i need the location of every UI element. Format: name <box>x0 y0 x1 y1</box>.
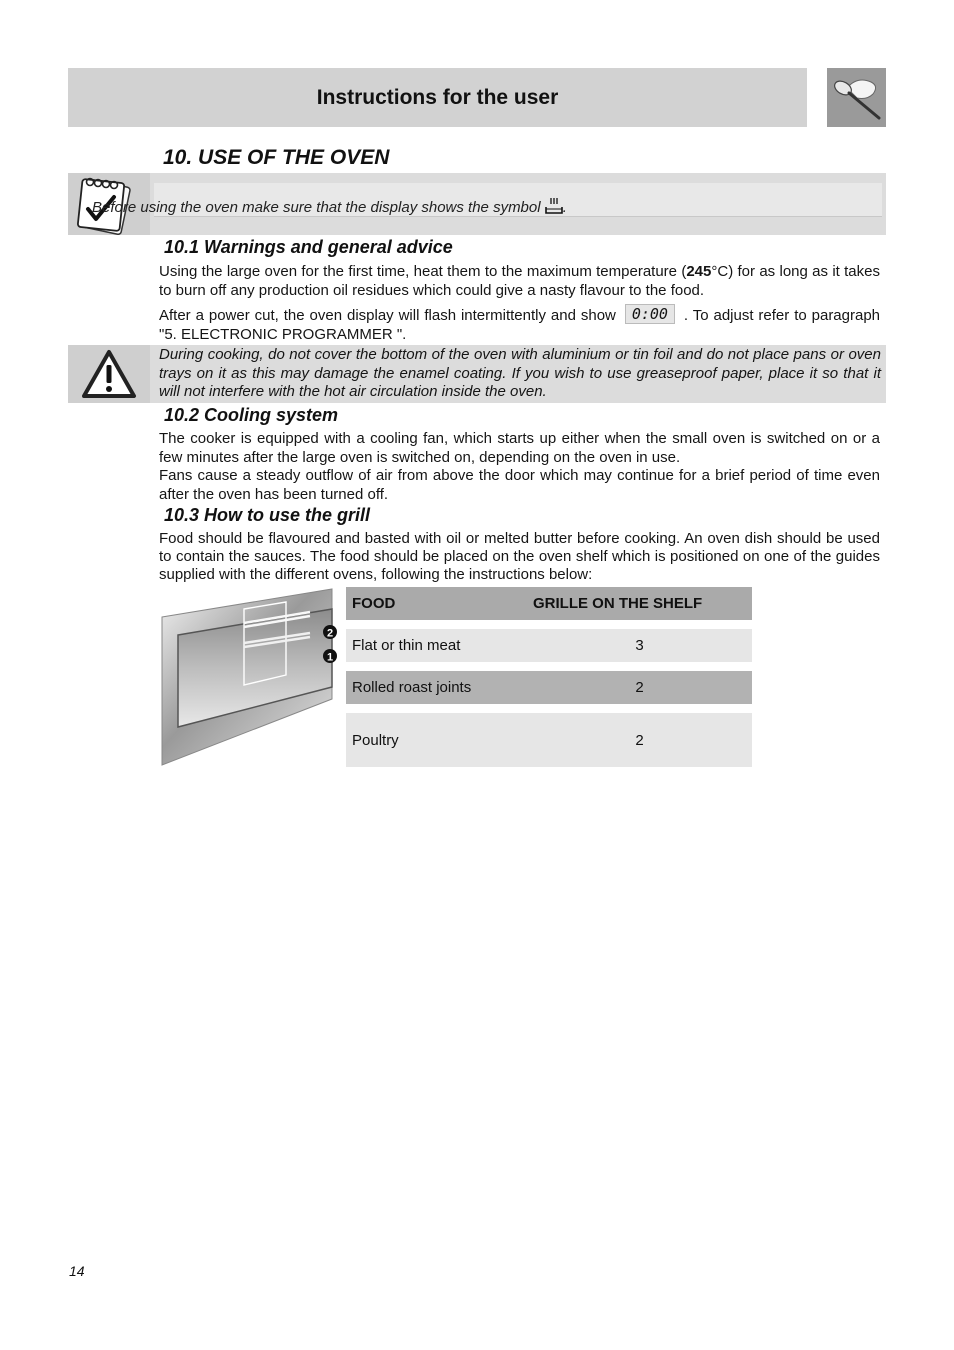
table-cell-shelf: 3 <box>527 629 752 662</box>
table-header-grille: GRILLE ON THE SHELF <box>527 587 752 620</box>
shelf-1-label: 1 <box>326 651 334 664</box>
spoon-chef-hat-icon <box>827 68 886 127</box>
paragraph-grill-instructions: Food should be flavoured and basted with oil or melted butter before cooking. An oven dish should be used to contain the sauces. The food should be placed on the oven shelf which is positioned on one of the guides supplied with the different ovens, following the instructions below: <box>159 530 880 583</box>
paragraph-fans-outflow: Fans cause a steady outflow of air from above the door which may continue for a brief period of time even after the oven has been turned off. <box>159 467 880 503</box>
display-readout: 0:00 <box>625 304 675 324</box>
paragraph-first-use-a: Using the large oven for the first time, heat them to the maximum temperature ( <box>159 263 687 280</box>
table-header-row <box>346 587 752 620</box>
table-header-food: FOOD <box>346 587 530 620</box>
shelf-2-label: 2 <box>326 627 334 640</box>
max-temperature: 245 <box>686 263 712 280</box>
section-title: 10. USE OF THE OVEN <box>163 146 390 169</box>
paragraph-power-cut-a: After a power cut, the oven display will flash intermittently and show <box>159 307 616 324</box>
header-bar <box>68 68 807 127</box>
subsection-title-10-3: 10.3 How to use the grill <box>164 505 371 525</box>
page-number: 14 <box>69 1263 85 1279</box>
oven-shelf-diagram <box>160 587 340 767</box>
table-cell-food: Flat or thin meat <box>346 629 530 662</box>
table-row <box>346 671 752 704</box>
warning-triangle-icon <box>68 345 150 403</box>
warning-text: During cooking, do not cover the bottom of the oven with aluminium or tin foil and do not place pans or oven trays on it as this may damage the enamel coating. If you wish to use greaseproof paper, place it so that it will not interfere with the hot air circulation inside the oven. <box>159 346 881 400</box>
paragraph-power-cut <box>159 304 880 344</box>
table-cell-food: Rolled roast joints <box>346 671 530 704</box>
table-cell-food: Poultry <box>346 713 530 767</box>
subsection-title-10-1: 10.1 Warnings and general advice <box>164 237 453 257</box>
note-text-body: Before using the oven make sure that the display shows the symbol <box>92 199 541 216</box>
table-row <box>346 629 752 662</box>
note-text <box>92 197 567 219</box>
table-row <box>346 713 752 767</box>
subsection-title-10-2: 10.2 Cooling system <box>164 405 339 425</box>
table-cell-shelf: 2 <box>527 713 752 767</box>
table-cell-shelf: 2 <box>527 671 752 704</box>
paragraph-power-cut-b: . To adjust refer to paragraph "5. ELECTRONIC PROGRAMMER ". <box>159 307 881 343</box>
paragraph-cooling-fan: The cooker is equipped with a cooling fan, which starts up either when the small oven is switched on or a few minutes after the large oven is switched on, depending on the oven in use. <box>159 430 880 466</box>
paragraph-first-use-b: °C) for as long as it takes to burn off any production oil residues which could give a nasty flavour to the food. <box>159 263 880 299</box>
paragraph-first-use <box>159 263 880 300</box>
cooking-pot-symbol-icon <box>545 197 563 219</box>
note-text-end: . <box>562 199 567 216</box>
header-title: Instructions for the user <box>316 85 559 109</box>
